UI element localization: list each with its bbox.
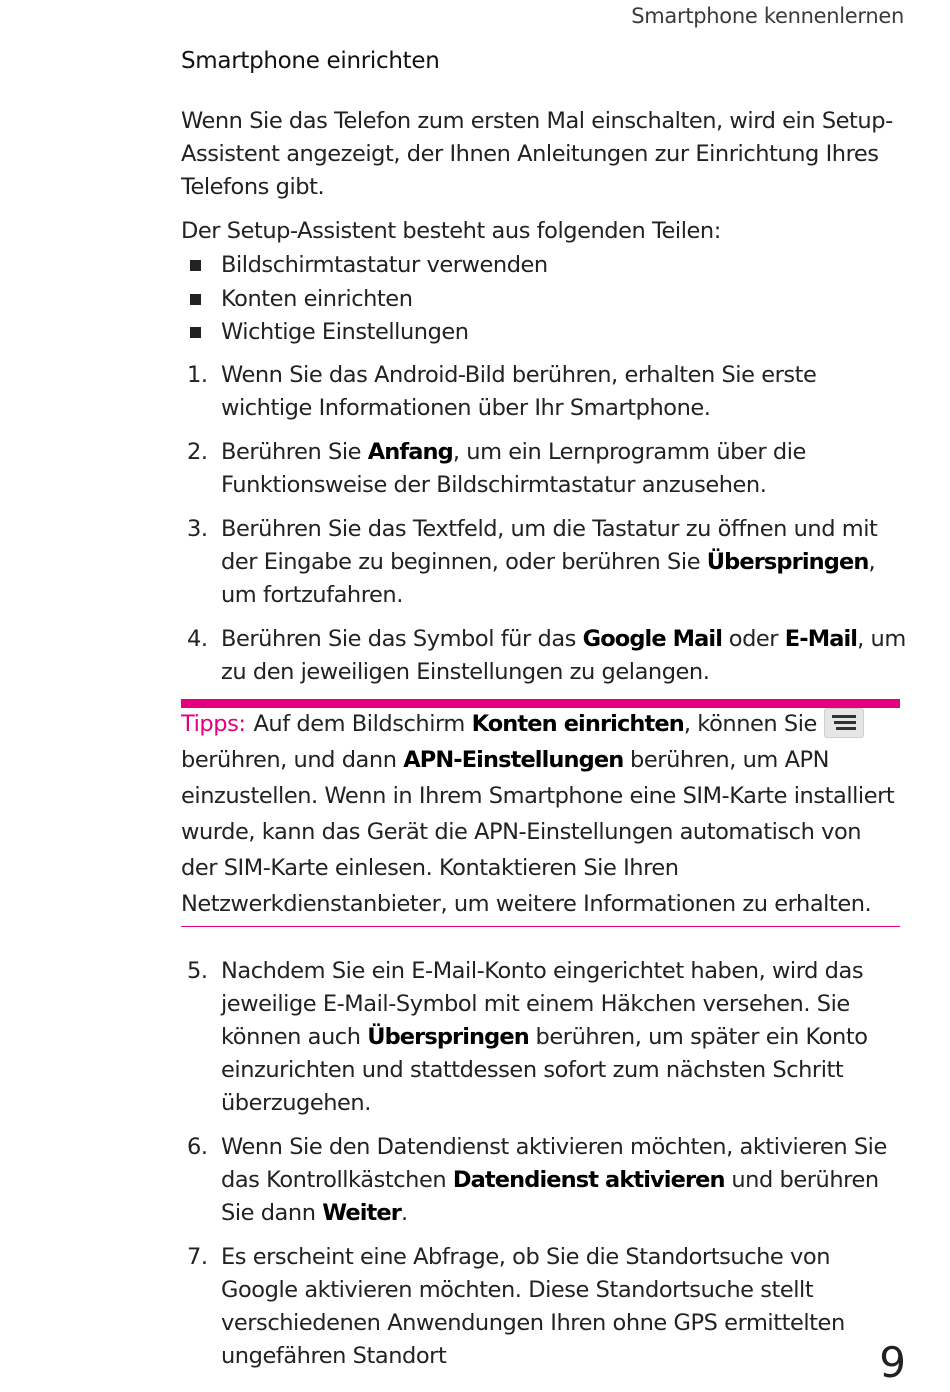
- step-number: 1.: [187, 362, 208, 388]
- list-item: Bildschirmtastatur verwenden: [181, 249, 548, 283]
- page-number: 9: [879, 1338, 906, 1387]
- step-number: 2.: [187, 439, 208, 465]
- section-title: Smartphone einrichten: [181, 48, 440, 74]
- bullet-square-icon: [190, 260, 201, 271]
- step-number: 5.: [187, 958, 208, 984]
- list-item: Konten einrichten: [181, 283, 548, 317]
- step-item: 3. Berühren Sie das Textfeld, um die Tastatur zu öffnen und mit der Eingabe zu beginnen, oder berühren Sie Überspringen, um fortzufahren.: [181, 513, 906, 612]
- parts-intro: Der Setup-Assistent besteht aus folgenden Teilen:: [181, 218, 721, 244]
- parts-list: [181, 249, 548, 350]
- step-number: 3.: [187, 516, 208, 542]
- step-item: 1. Wenn Sie das Android-Bild berühren, erhalten Sie erste wichtige Informationen über Ihr Smartphone.: [181, 359, 906, 425]
- step-number: 4.: [187, 626, 208, 652]
- step-item: 2. Berühren Sie Anfang, um ein Lernprogramm über die Funktionsweise der Bildschirmtastatur anzusehen.: [181, 436, 906, 502]
- step-item: 7. Es erscheint eine Abfrage, ob Sie die Standortsuche von Google aktivieren möchten. Diese Standortsuche stellt verschiedenen Anwendungen Ihren ohne GPS ermittelten ungefähren Standort: [181, 1241, 906, 1373]
- steps-list-a: [181, 359, 906, 700]
- step-item: 6. Wenn Sie den Datendienst aktivieren möchten, aktivieren Sie das Kontrollkästchen Datendienst aktivieren und berühren Sie dann Weiter.: [181, 1131, 906, 1230]
- running-header: Smartphone kennenlernen: [631, 4, 904, 28]
- tip-bottom-line: [181, 926, 900, 927]
- steps-list-b: [181, 955, 906, 1384]
- list-item: Wichtige Einstellungen: [181, 316, 548, 350]
- step-number: 7.: [187, 1244, 208, 1270]
- step-number: 6.: [187, 1134, 208, 1160]
- bullet-square-icon: [190, 294, 201, 305]
- step-item: 4. Berühren Sie das Symbol für das Google Mail oder E-Mail, um zu den jeweiligen Einstellungen zu gelangen.: [181, 623, 906, 689]
- intro-paragraph: Wenn Sie das Telefon zum ersten Mal einschalten, wird ein Setup-Assistent angezeigt, der Ihnen Anleitungen zur Einrichtung Ihres Telefons gibt.: [181, 108, 893, 200]
- tip-box: Tipps: Auf dem Bildschirm Konten einrichten, können Sie berühren, und dann APN-Einstellungen berühren, um APN einzustellen. Wenn in Ihrem Smartphone eine SIM-Karte installiert wurde, kann das Gerät die APN-Einstellungen automatisch von der SIM-Karte einlesen. Kontaktieren Sie Ihren Netzwerkdienstanbieter, um weitere Informationen zu erhalten.: [181, 706, 901, 922]
- step-item: 5. Nachdem Sie ein E-Mail-Konto eingerichtet haben, wird das jeweilige E-Mail-Symbol mit einem Häkchen versehen. Sie können auch Überspringen berühren, um später ein Konto einzurichten und stattdessen sofort zum nächsten Schritt überzugehen.: [181, 955, 906, 1120]
- menu-icon: [824, 708, 864, 738]
- bullet-square-icon: [190, 327, 201, 338]
- tip-label: Tipps:: [181, 711, 246, 737]
